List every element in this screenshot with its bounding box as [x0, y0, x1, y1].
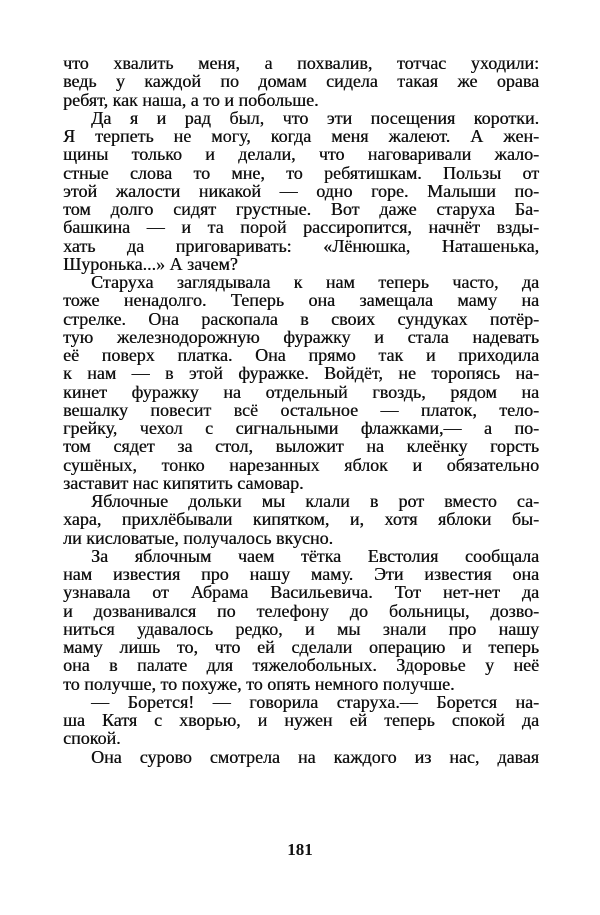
text-line: и дозванивался по телефону до больницы, дозво-: [63, 600, 539, 621]
text-line: ведь у каждой по домам сидела такая же орава: [63, 71, 539, 92]
text-line: хать да приговаривать: «Лёнюшка, Наташенька,: [63, 235, 539, 256]
text-line: стные слова то мне, то ребятишкам. Пользы от: [63, 162, 539, 183]
text-line: ша Катя с хворью, и нужен ей теперь спокой да: [63, 710, 539, 730]
text-line: ребят, как наша, а то и побольше.: [63, 89, 319, 110]
text-line: хара, прихлёбывали кипятком, и, хотя яблоки бы-: [63, 509, 539, 530]
text-line: маму лишь то, что ей сделали операцию и теперь: [63, 637, 539, 657]
text-line: том долго сидят грустные. Вот даже старуха Ба-: [63, 199, 539, 219]
text-line: тоже ненадолго. Теперь она замещала маму на: [63, 290, 539, 311]
paragraph: [63, 54, 539, 109]
text-line: Да я и рад был, что эти посещения коротки.: [91, 107, 539, 128]
text-line: нам известия про нашу маму. Эти известия она: [63, 564, 539, 584]
text-line: башкина — и та порой рассиропится, начнёт взды-: [63, 217, 539, 238]
text-line: ли кисловатые, получалось вкусно.: [63, 527, 334, 548]
text-line: что хвалить меня, а похвалив, тотчас уходили:: [63, 53, 539, 73]
text-line: — Борется! — говорила старуха.— Борется на-: [91, 691, 539, 712]
paragraph: [63, 109, 539, 273]
paragraph: [63, 492, 539, 547]
paragraph: [63, 273, 539, 492]
text-line: её поверх платка. Она прямо так и приходила: [63, 345, 539, 365]
text-line: грейку, чехол с сигнальными флажками,— а по-: [63, 418, 539, 438]
text-line: Шуронька...» А зачем?: [63, 253, 238, 274]
text-line: За яблочным чаем тётка Евстолия сообщала: [91, 545, 539, 566]
text-line: кинет фуражку на отдельный гвоздь, рядом на: [63, 381, 539, 402]
book-page-text: [63, 54, 539, 766]
text-line: Я терпеть не могу, когда меня жалеют. А жен-: [63, 126, 539, 146]
text-line: к нам — в этой фуражке. Войдёт, не торопясь на-: [63, 363, 539, 384]
text-line: вешалку повесит всё остальное — платок, тело-: [63, 399, 539, 420]
text-line: тую железнодорожную фуражку и стала надевать: [63, 326, 539, 347]
text-line: заставит нас кипятить самовар.: [63, 472, 304, 493]
text-line: Яблочные дольки мы клали в рот вместо са-: [91, 491, 539, 511]
paragraph: [63, 748, 539, 766]
paragraph: [63, 693, 539, 748]
text-line: щины только и делали, что наговаривали жало-: [63, 144, 539, 165]
text-line: спокой.: [63, 728, 121, 749]
text-line: стрелке. Она раскопала в своих сундуках потёр-: [63, 308, 539, 329]
text-line: Она сурово смотрела на каждого из нас, давая: [91, 746, 539, 767]
text-line: ниться удавалось редко, и мы знали про нашу: [63, 618, 539, 639]
text-line: этой жалости никакой — одно горе. Малыши по-: [63, 180, 539, 201]
page-number: 181: [287, 840, 313, 859]
text-line: то получше, то похуже, то опять немного получше.: [63, 673, 455, 694]
text-line: узнавала от Абрама Васильевича. Тот нет-нет да: [63, 582, 539, 603]
text-line: том сядет за стол, выложит на клеёнку горсть: [63, 436, 539, 457]
paragraph: [63, 547, 539, 693]
text-line: Старуха заглядывала к нам теперь часто, да: [91, 272, 539, 292]
text-line: сушёных, тонко нарезанных яблок и обязательно: [63, 454, 539, 475]
text-line: она в палате для тяжелобольных. Здоровье у неё: [63, 655, 539, 676]
